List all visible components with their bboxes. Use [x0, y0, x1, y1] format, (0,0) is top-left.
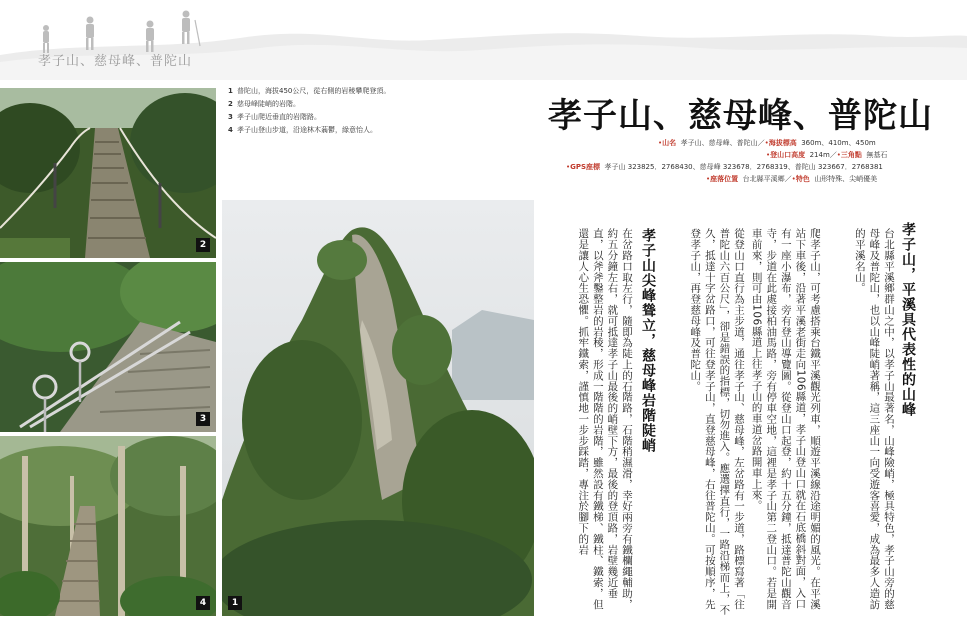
- article-paragraph-3: 從登山口直行為主步道，通往孝子山、慈母峰，左岔路有一步道，路標寫著「往普陀山六百公尺」，卻是錯誤的指標，切勿進入。應選擇直行，一路沿梯而上，不久，抵達十字岔路口，可往登孝子山，直登慈母峰，右往普陀山。可按順序，先登孝子山，再登慈母峰及普陀山。: [689, 228, 745, 616]
- banner-caption: 孝子山、慈母峰、普陀山: [38, 54, 193, 69]
- photo-captions: [228, 86, 408, 138]
- header-banner: [0, 0, 967, 80]
- info-row-location: •座落位置 台北縣平溪鄉／•特色 山形特殊、尖峭優美: [706, 175, 878, 183]
- photo-stone-steps: [0, 88, 216, 258]
- photo-rock-steps-chains: [0, 262, 216, 432]
- photo-forest-trail: [0, 436, 216, 616]
- article-paragraph-1: 台北縣平溪鄉群山之中，以孝子山最著名，山峰險峭，極具特色，孝子山旁的慈母峰及普陀山，也以山峰陡峭著稱，這三座山一向受遊客喜愛，成為最多人造訪的平溪名山。: [853, 228, 895, 610]
- caption-item: 4 孝子山登山步道，沿途林木蓊鬱，綠意怡人。: [228, 126, 377, 134]
- article-heading-1: 孝子山，平溪具代表性的山峰: [900, 222, 916, 417]
- photo-number-badge: 4: [196, 596, 210, 610]
- caption-item: 1 普陀山，海拔450公尺，從右側的岩稜攀爬登頂。: [228, 87, 391, 95]
- page-title: 孝子山、慈母峰、普陀山: [548, 96, 933, 136]
- caption-item: 2 慈母峰陡峭的岩階。: [228, 100, 300, 108]
- caption-item: 3 孝子山爬近垂直的岩階路。: [228, 113, 321, 121]
- article-paragraph-2: 爬孝子山，可考慮搭乘台鐵平溪觀光列車，順遊平溪線沿途明媚的風光。在平溪站下車後，沿著平溪老街走向106縣道，孝子山登山口就在石底橋斜對面，入口有一座小瀑布，旁有登山導覽圖。從登山口起登，約十五分鐘，抵達普陀山觀音寺，步道在此處接柏油馬路，旁有停車空地，這裡是孝子山第二登山口。若是開車前來，則可由106縣道上往孝子山的車道岔路開車上來。: [750, 228, 821, 610]
- photo-number-badge: 2: [196, 238, 210, 252]
- photo-mountain-peak: [222, 200, 534, 616]
- photo-number-badge: 3: [196, 412, 210, 426]
- info-row-gps: •GPS座標 孝子山 323825．2768430、慈母峰 323678．2768319、普陀山 323667．2768381: [566, 163, 883, 171]
- info-row-name-altitude: •山名 孝子山、慈母峰、普陀山／•海拔標高 360m、410m、450m: [658, 139, 876, 147]
- article-heading-2: 孝子山尖峰聳立，慈母峰岩階陡峭: [640, 228, 656, 453]
- info-row-trailhead: •登山口高度 214m／•三角點 無基石: [766, 151, 888, 159]
- photo-number-badge: 1: [228, 596, 242, 610]
- article-paragraph-4: 在岔路口取左行，隨即為陡上的石階路，石階稍濕滑，幸好兩旁有鐵欄繩輔助，約五分鐘左右，就可抵達孝子山最後的峭壁下方，最後的登頂路，岩壁幾近垂直，以斧斧鑿整岩的岩稜，形成一階階的岩階，雖然設有鐵梯、鐵柱、鐵索，但還是讓人心生恐懼。抓牢鐵索，謹慎地一步步踩踏，專注於腳下的岩: [577, 228, 633, 610]
